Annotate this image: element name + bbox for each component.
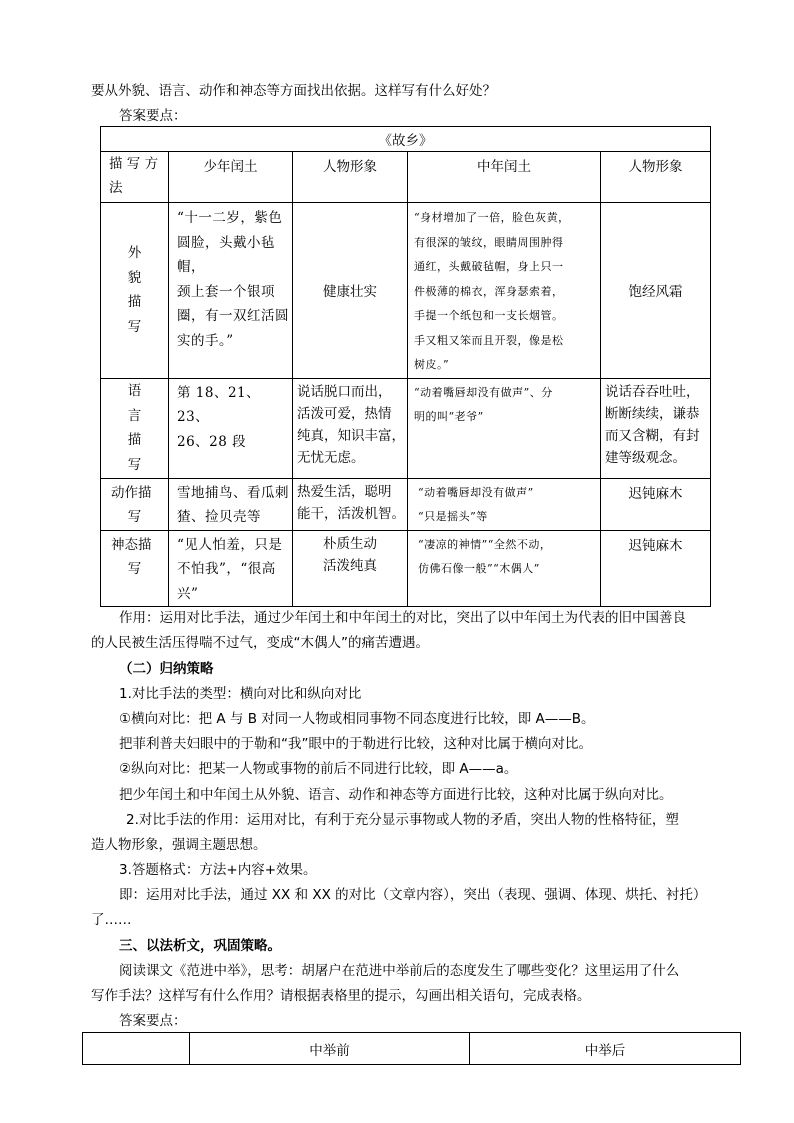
section-heading: 三、以法析文，巩固策略。: [119, 938, 281, 954]
method-cell: 语 言 描 写: [101, 378, 169, 478]
intro-line: 要从外貌、语言、动作和神态等方面找出依据。这样写有什么好处？: [91, 83, 496, 99]
answer-label: 答案要点：: [119, 108, 187, 124]
method-cell: 外 貌 描 写: [101, 203, 169, 379]
header-method: 描 写 方 法: [101, 152, 169, 203]
young-cell: “十一二岁，紫色 圆脸，头戴小毡帽， 颈上套一个银项 圈，有一双红活圆 实的手。”: [169, 203, 293, 379]
method-cell: 神态描 写: [101, 530, 169, 607]
header-middle: 中年闰土: [408, 152, 601, 203]
young-image-cell: 热爱生活，聪明 能干，活泼机智。: [293, 478, 408, 530]
text-line: 了……: [91, 912, 132, 928]
text-line: ①横向对比：把 A 与 B 对同一人物或相同事物不同态度进行比较，即 A——B。: [119, 711, 595, 727]
young-cell: 第 18、21、23、 26、28 段: [169, 378, 293, 478]
header-young: 少年闰土: [169, 152, 293, 203]
middle-image-cell: 迟钝麻木: [601, 478, 711, 530]
table-row: [101, 203, 711, 379]
text-line: 把菲利普夫妇眼中的于勒和“我”眼中的于勒进行比较，这种对比属于横向对比。: [119, 736, 592, 752]
young-cell: 雪地捕鸟、看瓜刺 猹、捡贝壳等: [169, 478, 293, 530]
middle-image-cell: 说话吞吞吐吐， 断断续续，谦恭 而又含糊，有封 建等级观念。: [601, 378, 711, 478]
text-line: 把少年闰土和中年闰土从外貌、语言、动作和神态等方面进行比较，这种对比属于纵向对比。: [119, 787, 673, 803]
table-row: [101, 530, 711, 607]
section-heading: （二）归纳策略: [119, 661, 214, 677]
young-image-cell: 健康壮实: [293, 203, 408, 379]
effect-line-2: 的人民被生活压得喘不过气，变成“木偶人”的痛苦遭遇。: [91, 635, 429, 651]
young-cell: “见人怕羞，只是 不怕我”，“很高 兴”: [169, 530, 293, 607]
text-line: ②纵向对比：把某一人物或事物的前后不同进行比较，即 A——a。: [119, 761, 518, 777]
table-title: 《故乡》: [101, 127, 711, 152]
header-before: 中举前: [190, 1033, 470, 1065]
header-after: 中举后: [470, 1033, 741, 1065]
middle-cell: “动着嘴唇却没有做声”、分 明的叫“老爷”: [408, 378, 601, 478]
text-line: 造人物形象，强调主题思想。: [91, 837, 267, 853]
effect-line-1: 作用：运用对比手法，通过少年闰土和中年闰土的对比，突出了以中年闰土为代表的旧中国善良: [119, 610, 686, 626]
middle-image-cell: 饱经风霜: [601, 203, 711, 379]
text-line: 阅读课文《范进中举》，思考：胡屠户在范进中举前后的态度发生了哪些变化？这里运用了什么: [119, 963, 680, 979]
header-young-image: 人物形象: [293, 152, 408, 203]
middle-cell: “凄凉的神情”“全然不动， 仿佛石像一般”“木偶人”: [408, 530, 601, 607]
text-line: 3.答题格式：方法+内容+效果。: [119, 862, 317, 878]
header-middle-image: 人物形象: [601, 152, 711, 203]
text-line: 写作手法？这样写有什么作用？请根据表格里的提示，勾画出相关语句，完成表格。: [91, 988, 591, 1004]
middle-cell: “动着嘴唇却没有做声” “只是摇头”等: [408, 478, 601, 530]
young-image-cell: 说话脱口而出， 活泼可爱，热情 纯真，知识丰富， 无忧无虑。: [293, 378, 408, 478]
method-cell: 动作描 写: [101, 478, 169, 530]
fanjin-table: [82, 1032, 741, 1065]
text-line: 1.对比手法的类型：横向对比和纵向对比: [119, 686, 362, 702]
middle-image-cell: 迟钝麻木: [601, 530, 711, 607]
table-row: [101, 478, 711, 530]
text-line: 即：运用对比手法，通过 XX 和 XX 的对比（文章内容），突出（表现、强调、体现、烘托、衬托）: [119, 887, 707, 903]
young-image-cell: 朴质生动 活泼纯真: [293, 530, 408, 607]
middle-cell: “身材增加了一倍，脸色灰黄， 有很深的皱纹，眼睛周围肿得 通红，头戴破毡帽，身上只一 件极薄的棉衣，浑身瑟索着， 手提一个纸包和一支长烟管。 手又粗又笨而且开裂，像是松 树皮。”: [408, 203, 601, 379]
guxiang-table: [100, 126, 711, 607]
table-row: [101, 378, 711, 478]
answer-label: 答案要点：: [119, 1013, 187, 1029]
text-line: 2.对比手法的作用：运用对比，有利于充分显示事物或人物的矛盾，突出人物的性格特征，塑: [126, 812, 679, 828]
header-blank: [83, 1033, 190, 1065]
